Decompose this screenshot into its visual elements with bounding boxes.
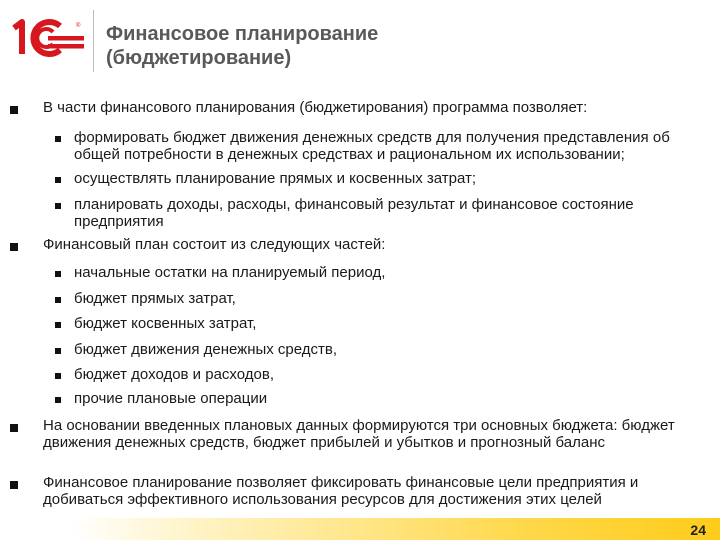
sub-bullet-text: формировать бюджет движения денежных средств для получения представления об общей потребности в денежных средствах и рациональном их использовании;: [74, 129, 670, 163]
sub-bullet-marker: [55, 177, 61, 183]
sub-bullet-marker: [55, 322, 61, 328]
bullet-marker: [10, 106, 18, 114]
sub-bullet-text: прочие плановые операции: [74, 390, 268, 407]
sub-bullet-marker: [55, 373, 61, 379]
bullet-marker: [10, 424, 18, 432]
title-line-1: Финансовое планирование: [106, 23, 379, 45]
bullet-text: Финансовый план состоит из следующих частей:: [43, 236, 386, 253]
sub-bullet-text: бюджет прямых затрат,: [74, 290, 236, 307]
page-number: 24: [690, 522, 706, 538]
sub-bullet-text: бюджет косвенных затрат,: [74, 315, 257, 332]
bullet-text: Финансовое планирование позволяет фиксировать финансовые цели предприятия и добиваться эффективного использования ресурсов для достижения этих целей: [43, 474, 639, 508]
sub-bullet-marker: [55, 348, 61, 354]
sub-bullet-marker: [55, 271, 61, 277]
sub-bullet-text: бюджет доходов и расходов,: [74, 366, 274, 383]
sub-bullet-text: осуществлять планирование прямых и косвенных затрат;: [74, 170, 477, 187]
sub-bullet-marker: [55, 397, 61, 403]
bullet-marker: [10, 243, 18, 251]
sub-bullet-text: начальные остатки на планируемый период,: [74, 264, 386, 281]
sub-bullet-marker: [55, 203, 61, 209]
bullet-text: На основании введенных плановых данных формируются три основных бюджета: бюджет движения денежных средств, бюджет прибылей и убытков и прогнозный баланс: [43, 417, 675, 451]
footer-bar: [70, 518, 720, 540]
title-line-2: (бюджетирование): [106, 47, 292, 69]
sub-bullet-marker: [55, 136, 61, 142]
sub-bullet-marker: [55, 297, 61, 303]
bullet-marker: [10, 481, 18, 489]
sub-bullet-text: бюджет движения денежных средств,: [74, 341, 338, 358]
svg-text:®: ®: [76, 23, 81, 29]
bullet-text: В части финансового планирования (бюджетирования) программа позволяет:: [43, 99, 588, 116]
sub-bullet-text: планировать доходы, расходы, финансовый результат и финансовое состояние предприятия: [74, 196, 634, 230]
